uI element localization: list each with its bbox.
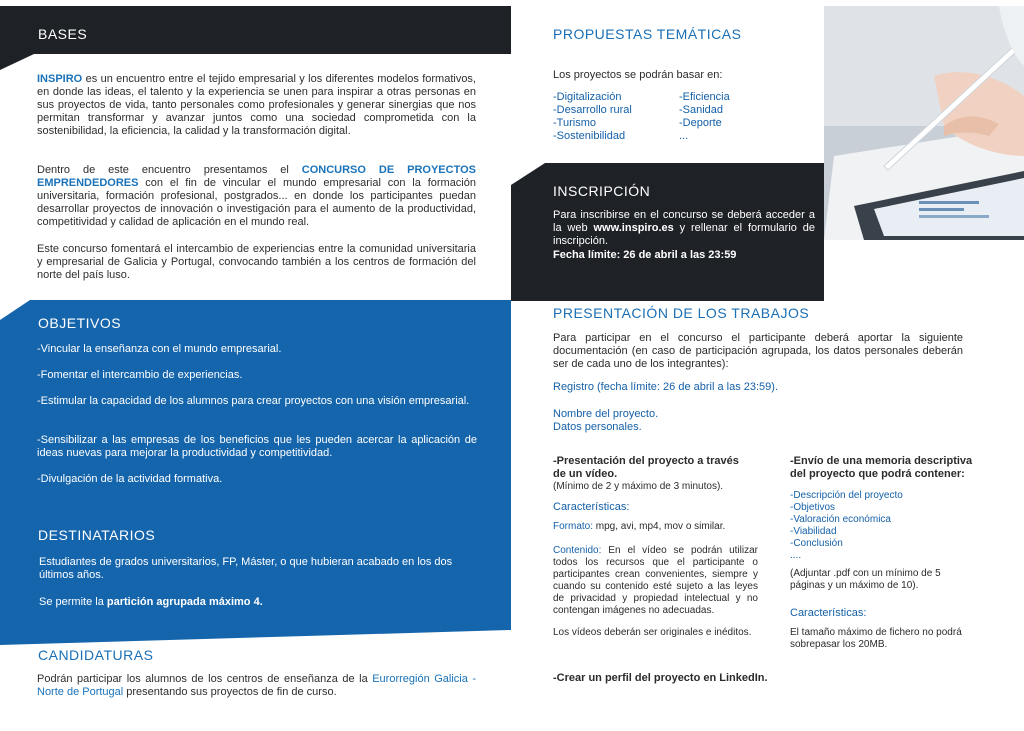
video-originales: Los vídeos deberán ser originales e inéditos. bbox=[553, 627, 752, 638]
video-formato: Formato: mpg, avi, mp4, mov o similar. bbox=[553, 521, 726, 532]
bases-paragraph-1: INSPIRO es un encuentro entre el tejido empresarial y los diferentes modelos formativos, en donde las ideas, el talento y la experiencia se unen para inspirar a otras personas en sus proyectos de vida, tanto personales como profesionales y generar sinergias que nos permitan transformar y avanzar juntos como una sociedad comprometida con la sostenibilidad, la eficiencia, la calidad y la transformación digital. bbox=[37, 73, 476, 137]
memoria-item: -Conclusión bbox=[790, 538, 843, 549]
tablet-photo bbox=[824, 6, 1024, 240]
tablet-illustration bbox=[824, 6, 1024, 240]
candidaturas-text: Podrán participar los alumnos de los centros de enseñanza de la Eurorregión Galicia - Norte de Portugal presentando sus proyectos de fin de curso. bbox=[37, 673, 477, 698]
destinatarios-text: Estudiantes de grados universitarios, FP, Máster, o que hubieran acabado en los dos últimos años. bbox=[39, 556, 453, 581]
objetivo-item: -Fomentar el intercambio de experiencias. bbox=[37, 369, 243, 381]
objetivo-item: -Divulgación de la actividad formativa. bbox=[37, 473, 223, 485]
memoria-list bbox=[790, 490, 903, 562]
bases-paragraph-3: Este concurso fomentará el intercambio de experiencias entre la comunidad universitaria y empresarial de Galicia y Portugal, convocando también a los centros de formación del norte del país luso. bbox=[37, 243, 476, 281]
candidaturas-title: CANDIDATURAS bbox=[38, 647, 154, 663]
tema-item: ... bbox=[679, 130, 689, 142]
video-title: -Presentación del proyecto a través de un vídeo. bbox=[553, 455, 739, 480]
linkedin-item: -Crear un perfil del proyecto en LinkedIn. bbox=[553, 672, 768, 684]
tema-item: -Turismo bbox=[553, 117, 596, 129]
objetivo-item: -Estimular la capacidad de los alumnos para crear proyectos con una visión empresarial. bbox=[37, 395, 470, 407]
memoria-item: .... bbox=[790, 550, 802, 561]
presentacion-title: PRESENTACIÓN DE LOS TRABAJOS bbox=[553, 305, 810, 321]
concurso-highlight: CONCURSO DE PROYECTOS EMPRENDEDORES bbox=[37, 164, 476, 189]
presentacion-intro: Para participar en el concurso el participante deberá aportar la siguiente documentación (en caso de participación agrupada, los datos personales deberán ser de cada uno de los integrantes): bbox=[553, 332, 963, 370]
inspiro-brand: INSPIRO bbox=[37, 73, 83, 85]
memoria-item: -Objetivos bbox=[790, 502, 836, 513]
objetivo-item: -Vincular la enseñanza con el mundo empresarial. bbox=[37, 343, 282, 355]
propuestas-title: PROPUESTAS TEMÁTICAS bbox=[553, 26, 742, 42]
tema-item: -Eficiencia bbox=[679, 91, 730, 103]
particion-text: Se permite la partición agrupada máximo 4. bbox=[39, 596, 263, 608]
memoria-item: -Descripción del proyecto bbox=[790, 490, 903, 501]
propuestas-col-2 bbox=[679, 91, 730, 143]
tema-item: -Deporte bbox=[679, 117, 722, 129]
memoria-title: -Envío de una memoria descriptiva del proyecto que podrá contener: bbox=[790, 455, 973, 480]
propuestas-intro: Los proyectos se podrán basar en: bbox=[553, 69, 723, 81]
website-link[interactable]: www.inspiro.es bbox=[593, 222, 674, 234]
bases-paragraph-2: Dentro de este encuentro presentamos el CONCURSO DE PROYECTOS EMPRENDEDORES con el fin de vincular el mundo empresarial con la formación universitaria, formación profesional, postgrados... en donde los participantes puedan desarrollar proyectos de innovación o investigación para el aumento de la productividad, competitividad y calidad de aplicación en el mundo real. bbox=[37, 164, 476, 228]
memoria-item: -Valoración económica bbox=[790, 514, 891, 525]
propuestas-col-1 bbox=[553, 91, 632, 143]
objetivo-item: -Sensibilizar a las empresas de los beneficios que les pueden acercar la aplicación de ideas nuevas para mejorar la productividad y competitividad. bbox=[37, 434, 477, 459]
video-caracteristicas-title: Características: bbox=[553, 501, 630, 513]
memoria-adjuntar: (Adjuntar .pdf con un mínimo de 5 páginas y un máximo de 10). bbox=[790, 568, 941, 591]
eurorregion-highlight: Eurorregión Galicia - Norte de Portugal bbox=[37, 673, 477, 698]
destinatarios-title: DESTINATARIOS bbox=[38, 527, 156, 543]
video-duracion: (Mínimo de 2 y máximo de 3 minutos). bbox=[553, 481, 724, 492]
tema-item: -Digitalización bbox=[553, 91, 622, 103]
nombre-item: Nombre del proyecto. bbox=[553, 408, 659, 420]
inscripcion-title: INSCRIPCIÓN bbox=[553, 183, 651, 199]
datos-item: Datos personales. bbox=[553, 421, 642, 433]
bases-title: BASES bbox=[38, 26, 88, 42]
memoria-tamano: El tamaño máximo de fichero no podrá sobrepasar los 20MB. bbox=[790, 627, 962, 650]
inscripcion-deadline: Fecha límite: 26 de abril a las 23:59 bbox=[553, 249, 737, 261]
objetivos-title: OBJETIVOS bbox=[38, 315, 122, 331]
memoria-caracteristicas-title: Características: bbox=[790, 607, 867, 619]
tema-item: -Desarrollo rural bbox=[553, 104, 632, 116]
video-contenido: Contenido: En el vídeo se podrán utilizar todos los recursos que el participante o participantes crean convenientes, siempre y cuando su contenido esté sujeto a las leyes de privacidad y propiedad intelectual y no contengan imágenes no adecuadas. bbox=[553, 545, 758, 616]
tema-item: -Sostenibilidad bbox=[553, 130, 626, 142]
inscripcion-text: Para inscribirse en el concurso se deberá acceder a la web www.inspiro.es y rellenar el formulario de inscripción. bbox=[553, 209, 815, 247]
tema-item: -Sanidad bbox=[679, 104, 724, 116]
registro-item: Registro (fecha límite: 26 de abril a las 23:59). bbox=[553, 381, 779, 393]
memoria-item: -Viabilidad bbox=[790, 526, 837, 537]
